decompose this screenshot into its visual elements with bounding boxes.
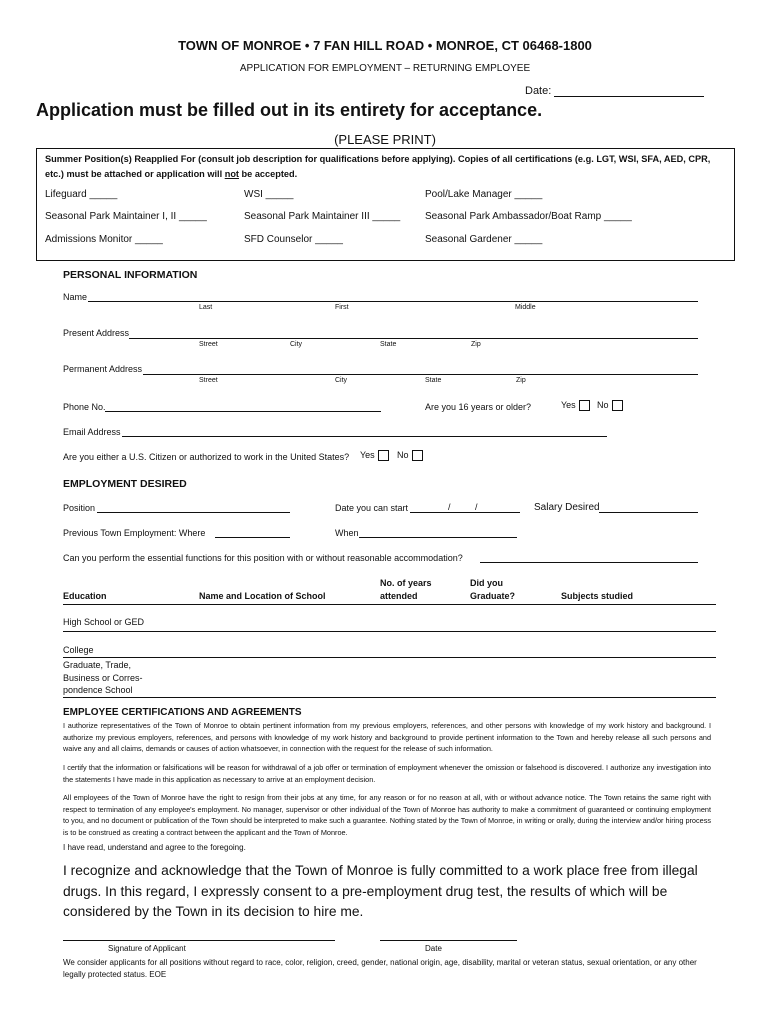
years-col-header: No. of years attended — [380, 578, 432, 601]
position-park-ambassador[interactable]: Seasonal Park Ambassador/Boat Ramp _____ — [425, 211, 632, 222]
drug-free-statement: I recognize and acknowledge that the Town of Monroe is fully committed to a work place free from illegal drugs. In this regard, I expressly consent to a pre-employment drug test, the results of which will be considered by the Town in its decision to hire me. — [63, 863, 698, 919]
form-subtitle: APPLICATION FOR EMPLOYMENT – RETURNING EMPLOYEE — [239, 63, 531, 74]
college-row-label: College — [63, 645, 94, 655]
previous-where-input[interactable] — [215, 537, 290, 538]
permanent-address-input[interactable] — [143, 374, 698, 375]
signature-input[interactable] — [63, 940, 335, 941]
start-date-slash-2: / — [475, 502, 478, 512]
highschool-row-input[interactable] — [63, 631, 716, 632]
certifications-heading: EMPLOYEE CERTIFICATIONS AND AGREEMENTS — [63, 707, 302, 718]
school-col-header: Name and Location of School — [199, 591, 326, 601]
permanent-city-caption: City — [335, 377, 348, 384]
name-last-caption: Last — [199, 304, 213, 311]
position-sfd-counselor[interactable]: SFD Counselor _____ — [244, 234, 343, 245]
salary-input[interactable] — [599, 512, 698, 513]
signature-date-label: Date — [425, 944, 442, 953]
education-col-header: Education — [63, 591, 107, 601]
permanent-zip-caption: Zip — [516, 377, 526, 384]
main-instruction: Application must be filled out in its entirety for acceptance. — [36, 100, 543, 120]
citizen-yes-option[interactable] — [360, 450, 389, 461]
present-address-label: Present Address — [63, 328, 130, 338]
start-date-input[interactable] — [410, 512, 520, 513]
date-label: Date: — [525, 85, 552, 97]
position-pool-lake-manager[interactable]: Pool/Lake Manager _____ — [425, 189, 543, 200]
subjects-col-header: Subjects studied — [561, 591, 634, 601]
when-label: When — [335, 528, 359, 538]
phone-input[interactable] — [105, 411, 381, 412]
college-row-input[interactable] — [63, 657, 716, 658]
authorization-paragraph: I authorize representatives of the Town of Monroe to obtain pertinent information from my previous employers, references, and other persons with knowledge of my work history and background. I authorize my previous employers, references, and persons with knowledge of my work history and background to provide pertinent information to the Town and hereby release all such persons and waive any and all claims, demands or causes of action whatsoever, in connection with the request for the release of such information. — [63, 721, 711, 753]
start-date-label: Date you can start — [335, 503, 409, 513]
present-city-caption: City — [290, 341, 303, 348]
at-will-paragraph: All employees of the Town of Monroe have the right to resign from their jobs at any time, for any reason or for no reason at all, with or without advance notice. The Town retains the same right with respect to termination of any employee's employment. No manager, supervisor or other individual of the Town of Monroe has authority to make a commitment of guaranteed or continuing employment to you, and no document or publication of the Town should be interpreted to make such a guarantee. Nothing stated by the Town of Monroe, in writing or orally, during the interview and/or hiring process is to be construed as creating a contract between the applicant and the Town of Monroe. — [63, 793, 711, 837]
town-header: TOWN OF MONROE • 7 FAN HILL ROAD • MONROE, CT 06468-1800 — [178, 38, 592, 53]
signature-date-input[interactable] — [380, 940, 517, 941]
permanent-street-caption: Street — [199, 377, 218, 384]
positions-intro: Summer Position(s) Reapplied For (consult job description for qualifications before applying). Copies of all certifications (e.g. LGT, WSI, SFA, AED, CPR, etc.) must be attached or application will not be accepted. — [45, 154, 711, 179]
position-lifeguard[interactable]: Lifeguard _____ — [45, 189, 118, 200]
essential-functions-question: Can you perform the essential functions for this position with or without reasonable accommodation? — [63, 553, 463, 563]
citizen-no-checkbox[interactable] — [412, 450, 423, 461]
present-zip-caption: Zip — [471, 341, 481, 348]
name-first-caption: First — [335, 304, 349, 311]
age-no-label: No — [597, 400, 609, 410]
graduate-trade-row-label: Graduate, Trade, Business or Corres- pondence School — [63, 660, 143, 695]
position-seasonal-gardener[interactable]: Seasonal Gardener _____ — [425, 234, 543, 245]
position-wsi[interactable]: WSI _____ — [244, 189, 294, 200]
age-yes-checkbox[interactable] — [579, 400, 590, 411]
date-field — [525, 84, 704, 97]
eoe-statement: We consider applicants for all positions without regard to race, color, religion, creed, gender, national origin, age, disability, marital or veteran status, sexual orientation, or any other legally protected status. EOE — [63, 958, 697, 979]
present-state-caption: State — [380, 341, 397, 348]
highschool-row-label: High School or GED — [63, 617, 145, 627]
essential-functions-input[interactable] — [480, 562, 698, 563]
name-middle-caption: Middle — [515, 304, 536, 311]
employment-heading: EMPLOYMENT DESIRED — [63, 478, 187, 490]
position-park-maintainer-3[interactable]: Seasonal Park Maintainer III _____ — [244, 211, 401, 222]
graduate-trade-row-input[interactable] — [63, 697, 716, 698]
age-yes-label: Yes — [561, 400, 576, 410]
age-question: Are you 16 years or older? — [425, 402, 532, 412]
signature-label: Signature of Applicant — [108, 944, 186, 953]
position-label: Position — [63, 503, 96, 513]
present-street-caption: Street — [199, 341, 218, 348]
print-note: (PLEASE PRINT) — [334, 132, 436, 147]
position-admissions-monitor[interactable]: Admissions Monitor _____ — [45, 234, 163, 245]
email-label: Email Address — [63, 427, 121, 437]
previous-employment-label: Previous Town Employment: Where — [63, 528, 206, 538]
citizen-yes-checkbox[interactable] — [378, 450, 389, 461]
age-no-option[interactable] — [597, 400, 623, 411]
positions-box — [36, 148, 735, 261]
salary-label: Salary Desired — [534, 502, 600, 513]
start-date-slash-1: / — [448, 502, 451, 512]
permanent-state-caption: State — [425, 377, 442, 384]
date-input[interactable] — [554, 84, 704, 97]
age-yes-option[interactable] — [561, 400, 590, 411]
present-address-input[interactable] — [129, 338, 698, 339]
table-header-rule — [63, 604, 716, 605]
certification-paragraph: I certify that the information or falsifications will be reason for withdrawal of a job offer or termination of employment whenever the omission or falsehood is discovered. I authorize any investigation into the statements I have made in this application as necessary to arrive at an employment decision. — [63, 763, 711, 784]
previous-when-input[interactable] — [359, 537, 517, 538]
name-label: Name — [63, 292, 88, 302]
email-input[interactable] — [122, 436, 607, 437]
citizen-question: Are you either a U.S. Citizen or authorized to work in the United States? — [63, 452, 350, 462]
citizen-no-label: No — [397, 450, 409, 460]
permanent-address-label: Permanent Address — [63, 364, 143, 374]
phone-label: Phone No. — [63, 402, 106, 412]
graduate-col-header: Did you Graduate? — [470, 578, 516, 601]
name-input[interactable] — [88, 301, 698, 302]
position-park-maintainer-1-2[interactable]: Seasonal Park Maintainer I, II _____ — [45, 211, 207, 222]
position-input[interactable] — [97, 512, 290, 513]
personal-info-heading: PERSONAL INFORMATION — [63, 269, 198, 281]
agreement-statement: I have read, understand and agree to the foregoing. — [63, 843, 246, 852]
citizen-yes-label: Yes — [360, 450, 375, 460]
age-no-checkbox[interactable] — [612, 400, 623, 411]
citizen-no-option[interactable] — [397, 450, 423, 461]
